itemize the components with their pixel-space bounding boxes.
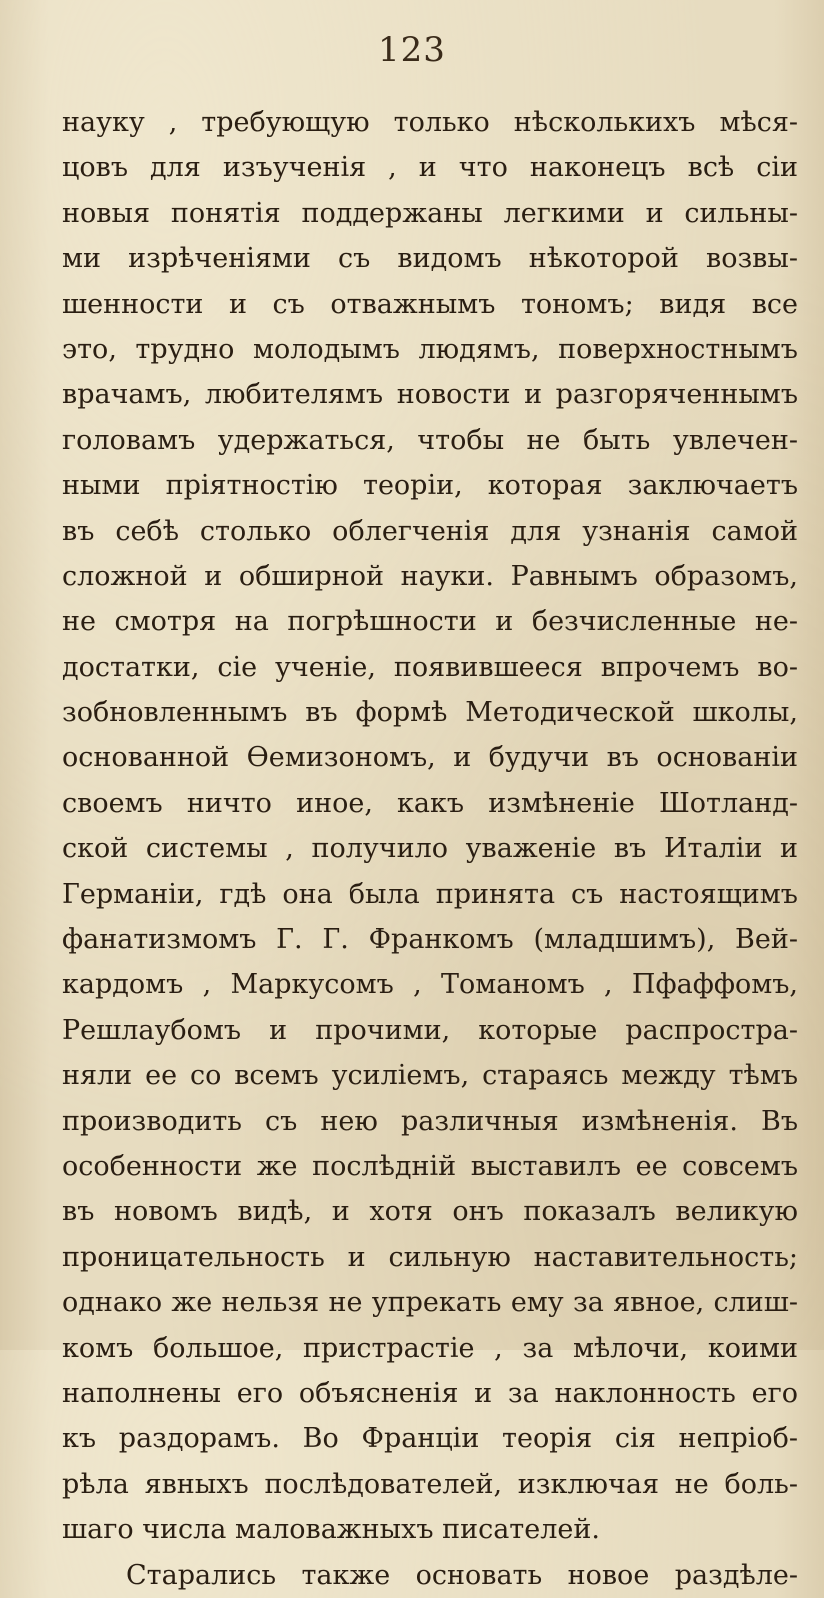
text-line: кардомъ , Маркусомъ , Томаномъ , Пфаффомъ, — [62, 969, 798, 1001]
text-line: особенности же послѣдній выставилъ ее совсемъ — [62, 1150, 798, 1182]
text-line: наполнены его объясненія и за наклонность его — [62, 1377, 798, 1409]
text-line: ской системы , получило уваженіе въ Италіи и — [62, 833, 798, 865]
text-line: головамъ удержаться, чтобы не быть увлечен- — [62, 424, 798, 456]
text-line: Германіи, гдѣ она была принята съ настоящимъ — [62, 878, 798, 910]
text-line: ными пріятностію теоріи, которая заключаетъ — [62, 470, 798, 502]
text-line: науку , требующую только нѣсколькихъ мѣся- — [62, 107, 798, 138]
text-line: производить съ нею различныя измѣненія. Въ — [62, 1105, 798, 1137]
text-line: рѣла явныхъ послѣдователей, изключая не боль- — [62, 1468, 798, 1500]
text-line: шенности и съ отважнымъ тономъ; видя все — [62, 288, 798, 320]
text-line: ми изрѣченіями съ видомъ нѣкоторой возвы- — [62, 243, 798, 275]
text-line: цовъ для изъученія , и что наконецъ всѣ сіи — [62, 152, 798, 184]
text-line: своемъ ничто иное, какъ измѣненіе Шотланд- — [62, 787, 798, 819]
text-line: комъ большое, пристрастіе , за мѣлочи, коими — [62, 1332, 798, 1364]
text-line: сложной и обширной науки. Равнымъ образомъ, — [62, 560, 798, 592]
text-line: врачамъ, любителямъ новости и разгоряченнымъ — [62, 379, 798, 411]
text-line: проницательность и сильную наставительность; — [62, 1241, 798, 1273]
body-text — [62, 100, 798, 1598]
text-line: основанной Ѳемизономъ, и будучи въ основаніи — [62, 742, 798, 774]
text-line: новыя понятія поддержаны легкими и сильны- — [62, 197, 798, 229]
text-line: однако же нельзя не упрекать ему за явное, слиш- — [62, 1287, 798, 1319]
page-number: 123 — [378, 30, 446, 70]
text-line: зобновленнымъ въ формѣ Методической школы, — [62, 697, 798, 729]
text-line: Решлаубомъ и прочими, которые распростра- — [62, 1014, 798, 1046]
text-line: няли ее со всемъ усиліемъ, стараясь между тѣмъ — [62, 1060, 798, 1092]
paragraph-end-line: шаго числа маловажныхъ писателей. — [62, 1514, 600, 1546]
text-line: не смотря на погрѣшности и безчисленные не- — [62, 606, 798, 638]
text-line: въ себѣ столько облегченія для узнанія самой — [62, 515, 798, 547]
text-line: достатки, сіе ученіе, появившееся впрочемъ во- — [62, 651, 798, 683]
text-line: въ новомъ видѣ, и хотя онъ показалъ великую — [62, 1196, 798, 1228]
paragraph-start-line: Старались также основать новое раздѣле- — [126, 1559, 798, 1591]
text-line: фанатизмомъ Г. Г. Франкомъ (младшимъ), Вей- — [62, 924, 798, 956]
text-line: это, трудно молодымъ людямъ, поверхностнымъ — [62, 333, 798, 365]
text-line: къ раздорамъ. Во Франціи теорія сія непріоб- — [62, 1423, 798, 1455]
